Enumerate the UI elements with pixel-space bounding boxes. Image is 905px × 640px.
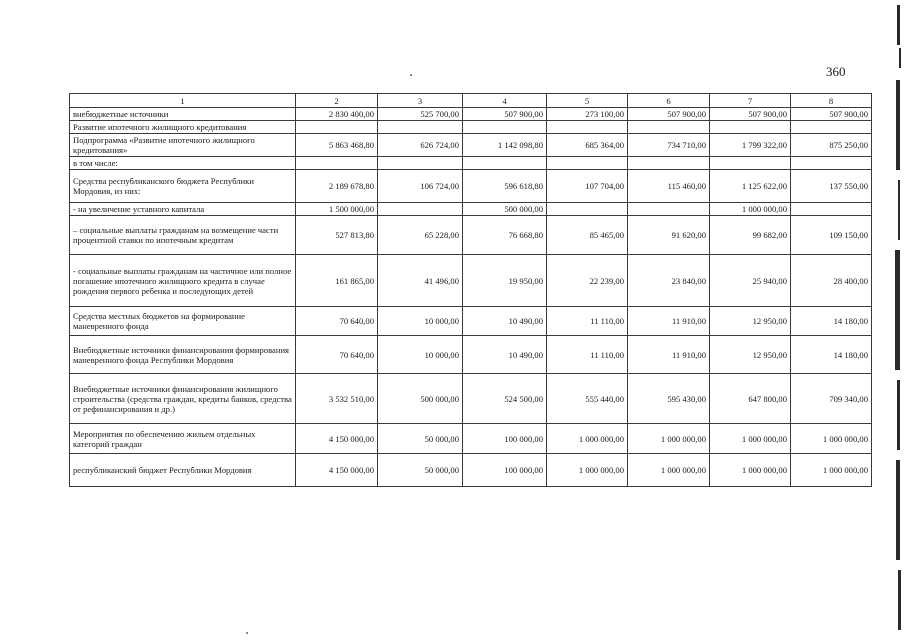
row-value: 99 682,00 [710, 216, 791, 255]
row-value: 19 950,00 [463, 255, 547, 307]
row-value [710, 157, 791, 170]
row-label: – социальные выплаты гражданам на возмещение части процентной ставки по ипотечным кредитам [70, 216, 296, 255]
row-value: 1 142 098,80 [463, 134, 547, 157]
row-value: 709 340,00 [791, 374, 872, 424]
row-value [791, 121, 872, 134]
row-value: 28 400,00 [791, 255, 872, 307]
table-row [70, 170, 872, 203]
row-value: 507 900,00 [463, 108, 547, 121]
row-value: 41 496,00 [378, 255, 463, 307]
row-value: 100 000,00 [463, 424, 547, 454]
row-value: 11 110,00 [547, 307, 628, 336]
row-value [378, 121, 463, 134]
row-value: 3 532 510,00 [296, 374, 378, 424]
row-value [463, 121, 547, 134]
row-value: 4 150 000,00 [296, 454, 378, 487]
row-value: 14 180,00 [791, 336, 872, 374]
row-label: Развитие ипотечного жилищного кредитования [70, 121, 296, 134]
column-number-3: 3 [378, 94, 463, 108]
row-value [710, 121, 791, 134]
row-value: 25 940,00 [710, 255, 791, 307]
row-value [791, 157, 872, 170]
row-value: 70 640,00 [296, 336, 378, 374]
scan-mark [896, 460, 900, 560]
row-value: 4 150 000,00 [296, 424, 378, 454]
page-number: 360 [826, 64, 846, 79]
row-value: 50 000,00 [378, 454, 463, 487]
row-value [296, 121, 378, 134]
row-value [463, 157, 547, 170]
row-value: 5 863 468,80 [296, 134, 378, 157]
row-value [378, 203, 463, 216]
row-label: Средства республиканского бюджета Республики Мордовия, из них: [70, 170, 296, 203]
row-value [547, 121, 628, 134]
row-label: Внебюджетные источники финансирования формирования маневренного фонда Республики Мордовия [70, 336, 296, 374]
table-row [70, 307, 872, 336]
row-value: 12 950,00 [710, 307, 791, 336]
row-label: - на увеличение уставного капитала [70, 203, 296, 216]
row-label: - социальные выплаты гражданам на частичное или полное погашение ипотечного жилищного кредита в случае рождения первого ребенка и последующих детей [70, 255, 296, 307]
row-value: 273 100,00 [547, 108, 628, 121]
row-value: 1 000 000,00 [628, 424, 710, 454]
row-value: 14 180,00 [791, 307, 872, 336]
row-value: 1 000 000,00 [791, 424, 872, 454]
row-value: 1 000 000,00 [628, 454, 710, 487]
row-value: 524 500,00 [463, 374, 547, 424]
row-value: 91 620,00 [628, 216, 710, 255]
row-value: 11 910,00 [628, 307, 710, 336]
table-row [70, 424, 872, 454]
row-value: 595 430,00 [628, 374, 710, 424]
table-body [70, 94, 872, 487]
scan-mark [899, 48, 901, 68]
table-row [70, 374, 872, 424]
row-value: 555 440,00 [547, 374, 628, 424]
scan-speck [246, 632, 248, 634]
row-value [378, 157, 463, 170]
row-value: 1 000 000,00 [547, 454, 628, 487]
row-value: 23 840,00 [628, 255, 710, 307]
row-value: 1 500 000,00 [296, 203, 378, 216]
row-value: 500 000,00 [378, 374, 463, 424]
row-label: республиканский бюджет Республики Мордовия [70, 454, 296, 487]
column-number-4: 4 [463, 94, 547, 108]
row-value: 11 110,00 [547, 336, 628, 374]
row-value: 685 364,00 [547, 134, 628, 157]
table-row [70, 336, 872, 374]
scan-mark [896, 80, 900, 170]
row-value: 109 150,00 [791, 216, 872, 255]
row-value: 500 000,00 [463, 203, 547, 216]
row-value: 1 799 322,00 [710, 134, 791, 157]
table-row [70, 157, 872, 170]
table-row [70, 121, 872, 134]
row-value: 2 189 678,80 [296, 170, 378, 203]
row-value: 10 000,00 [378, 336, 463, 374]
row-value [791, 203, 872, 216]
scan-mark [895, 250, 900, 370]
row-value [296, 157, 378, 170]
row-value: 647 800,00 [710, 374, 791, 424]
table-row [70, 454, 872, 487]
row-value [547, 157, 628, 170]
row-value [547, 203, 628, 216]
column-number-8: 8 [791, 94, 872, 108]
row-value: 507 900,00 [791, 108, 872, 121]
row-value [628, 157, 710, 170]
table-row [70, 255, 872, 307]
row-value: 1 000 000,00 [547, 424, 628, 454]
scan-speck [410, 74, 412, 76]
row-label: внебюджетные источники [70, 108, 296, 121]
row-value: 50 000,00 [378, 424, 463, 454]
table-row [70, 203, 872, 216]
row-value: 106 724,00 [378, 170, 463, 203]
row-value: 525 700,00 [378, 108, 463, 121]
row-value: 596 618,80 [463, 170, 547, 203]
row-value: 100 000,00 [463, 454, 547, 487]
row-value: 10 000,00 [378, 307, 463, 336]
row-value: 85 465,00 [547, 216, 628, 255]
scan-mark [898, 570, 901, 630]
row-label: Мероприятия по обеспечению жильем отдельных категорий граждан [70, 424, 296, 454]
row-value: 1 125 622,00 [710, 170, 791, 203]
row-value: 1 000 000,00 [710, 424, 791, 454]
row-value: 734 710,00 [628, 134, 710, 157]
table-row [70, 108, 872, 121]
row-label: Подпрограмма «Развитие ипотечного жилищного кредитования» [70, 134, 296, 157]
table-row [70, 134, 872, 157]
row-label: Внебюджетные источники финансирования жилищного строительства (средства граждан, кредиты банков, средства от рефинансирования и др.) [70, 374, 296, 424]
row-value: 65 228,00 [378, 216, 463, 255]
row-value: 10 490,00 [463, 307, 547, 336]
column-number-2: 2 [296, 94, 378, 108]
row-value: 1 000 000,00 [710, 454, 791, 487]
row-value: 527 813,80 [296, 216, 378, 255]
row-value [628, 203, 710, 216]
header-row [70, 94, 872, 108]
scan-mark [897, 380, 900, 450]
row-value [628, 121, 710, 134]
column-number-5: 5 [547, 94, 628, 108]
scan-mark [897, 5, 900, 45]
column-number-7: 7 [710, 94, 791, 108]
row-value: 507 900,00 [710, 108, 791, 121]
row-value: 1 000 000,00 [791, 454, 872, 487]
row-value: 137 550,00 [791, 170, 872, 203]
row-value: 11 910,00 [628, 336, 710, 374]
row-value: 161 865,00 [296, 255, 378, 307]
row-value: 626 724,00 [378, 134, 463, 157]
budget-table [69, 93, 872, 487]
row-value: 107 704,00 [547, 170, 628, 203]
column-number-1: 1 [70, 94, 296, 108]
scan-mark [898, 180, 900, 240]
row-value: 70 640,00 [296, 307, 378, 336]
row-value: 115 460,00 [628, 170, 710, 203]
row-value: 12 950,00 [710, 336, 791, 374]
row-label: в том числе: [70, 157, 296, 170]
row-value: 1 000 000,00 [710, 203, 791, 216]
column-number-6: 6 [628, 94, 710, 108]
row-label: Средства местных бюджетов на формирование маневренного фонда [70, 307, 296, 336]
row-value: 10 490,00 [463, 336, 547, 374]
row-value: 76 668,80 [463, 216, 547, 255]
row-value: 22 239,00 [547, 255, 628, 307]
table-row [70, 216, 872, 255]
scan-edge-artifact [895, 0, 905, 640]
row-value: 875 250,00 [791, 134, 872, 157]
row-value: 507 900,00 [628, 108, 710, 121]
row-value: 2 830 400,00 [296, 108, 378, 121]
